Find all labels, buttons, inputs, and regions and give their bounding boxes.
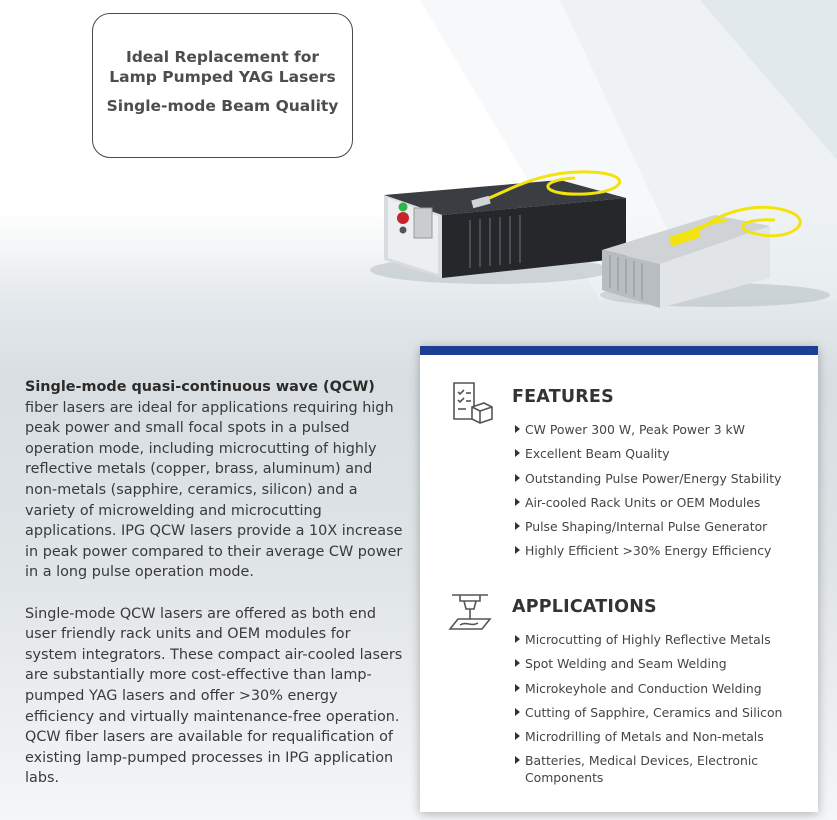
application-item: Cutting of Sapphire, Ceramics and Silicon — [515, 704, 805, 721]
feature-item: Pulse Shaping/Internal Pulse Generator — [515, 518, 805, 535]
description-lead: Single-mode quasi-continuous wave (QCW) — [25, 379, 375, 395]
applications-list — [515, 631, 805, 794]
description-paragraph-1-text: fiber lasers are ideal for applications requiring high peak power and small focal spots in a pulsed operation mode, including microcutting of highly reflective metals (copper, brass, aluminum) and non-metals (sapphire, ceramics, silicon) and a variety of microwelding and microcutting applications. IPG QCW lasers provide a 10X increase in peak power compared to their average CW power in a long pulse operation mode. — [25, 399, 403, 581]
application-item: Microcutting of Highly Reflective Metals — [515, 631, 805, 648]
qcw-laser-product-image — [370, 160, 830, 310]
headline-callout — [92, 13, 353, 158]
applications-title: APPLICATIONS — [512, 597, 657, 617]
application-item: Spot Welding and Seam Welding — [515, 655, 805, 672]
feature-item: Outstanding Pulse Power/Energy Stability — [515, 470, 805, 487]
feature-item: CW Power 300 W, Peak Power 3 kW — [515, 421, 805, 438]
application-item: Batteries, Medical Devices, Electronic Components — [515, 752, 805, 786]
description-paragraph-1 — [25, 377, 403, 583]
headline-line-3: Single-mode Beam Quality — [106, 97, 339, 115]
description-text — [25, 377, 403, 789]
application-item: Microkeyhole and Conduction Welding — [515, 680, 805, 697]
feature-item: Excellent Beam Quality — [515, 445, 805, 462]
features-list — [515, 421, 805, 567]
description-paragraph-2: Single-mode QCW lasers are offered as both end user friendly rack units and OEM modules for system integrators. These compact air-cooled lasers are substantially more cost-effective than lamp-pumped YAG lasers and offer >30% energy efficiency and virtually maintenance-free operation. QCW fiber lasers are available for requalification of existing lamp-pumped processes in IPG application labs. — [25, 605, 403, 787]
headline-line-1: Ideal Replacement for — [125, 48, 320, 66]
key-switch — [400, 227, 407, 234]
features-title: FEATURES — [512, 387, 614, 407]
headline-line-2: Lamp Pumped YAG Lasers — [109, 68, 336, 86]
application-item: Microdrilling of Metals and Non-metals — [515, 728, 805, 745]
laser-processing-icon — [446, 589, 494, 637]
feature-item: Highly Efficient >30% Energy Efficiency — [515, 542, 805, 559]
feature-item: Air-cooled Rack Units or OEM Modules — [515, 494, 805, 511]
emergency-stop-button — [397, 212, 409, 224]
status-light-green — [399, 203, 408, 212]
checklist-document-icon — [446, 379, 494, 427]
features-applications-card — [420, 346, 818, 812]
